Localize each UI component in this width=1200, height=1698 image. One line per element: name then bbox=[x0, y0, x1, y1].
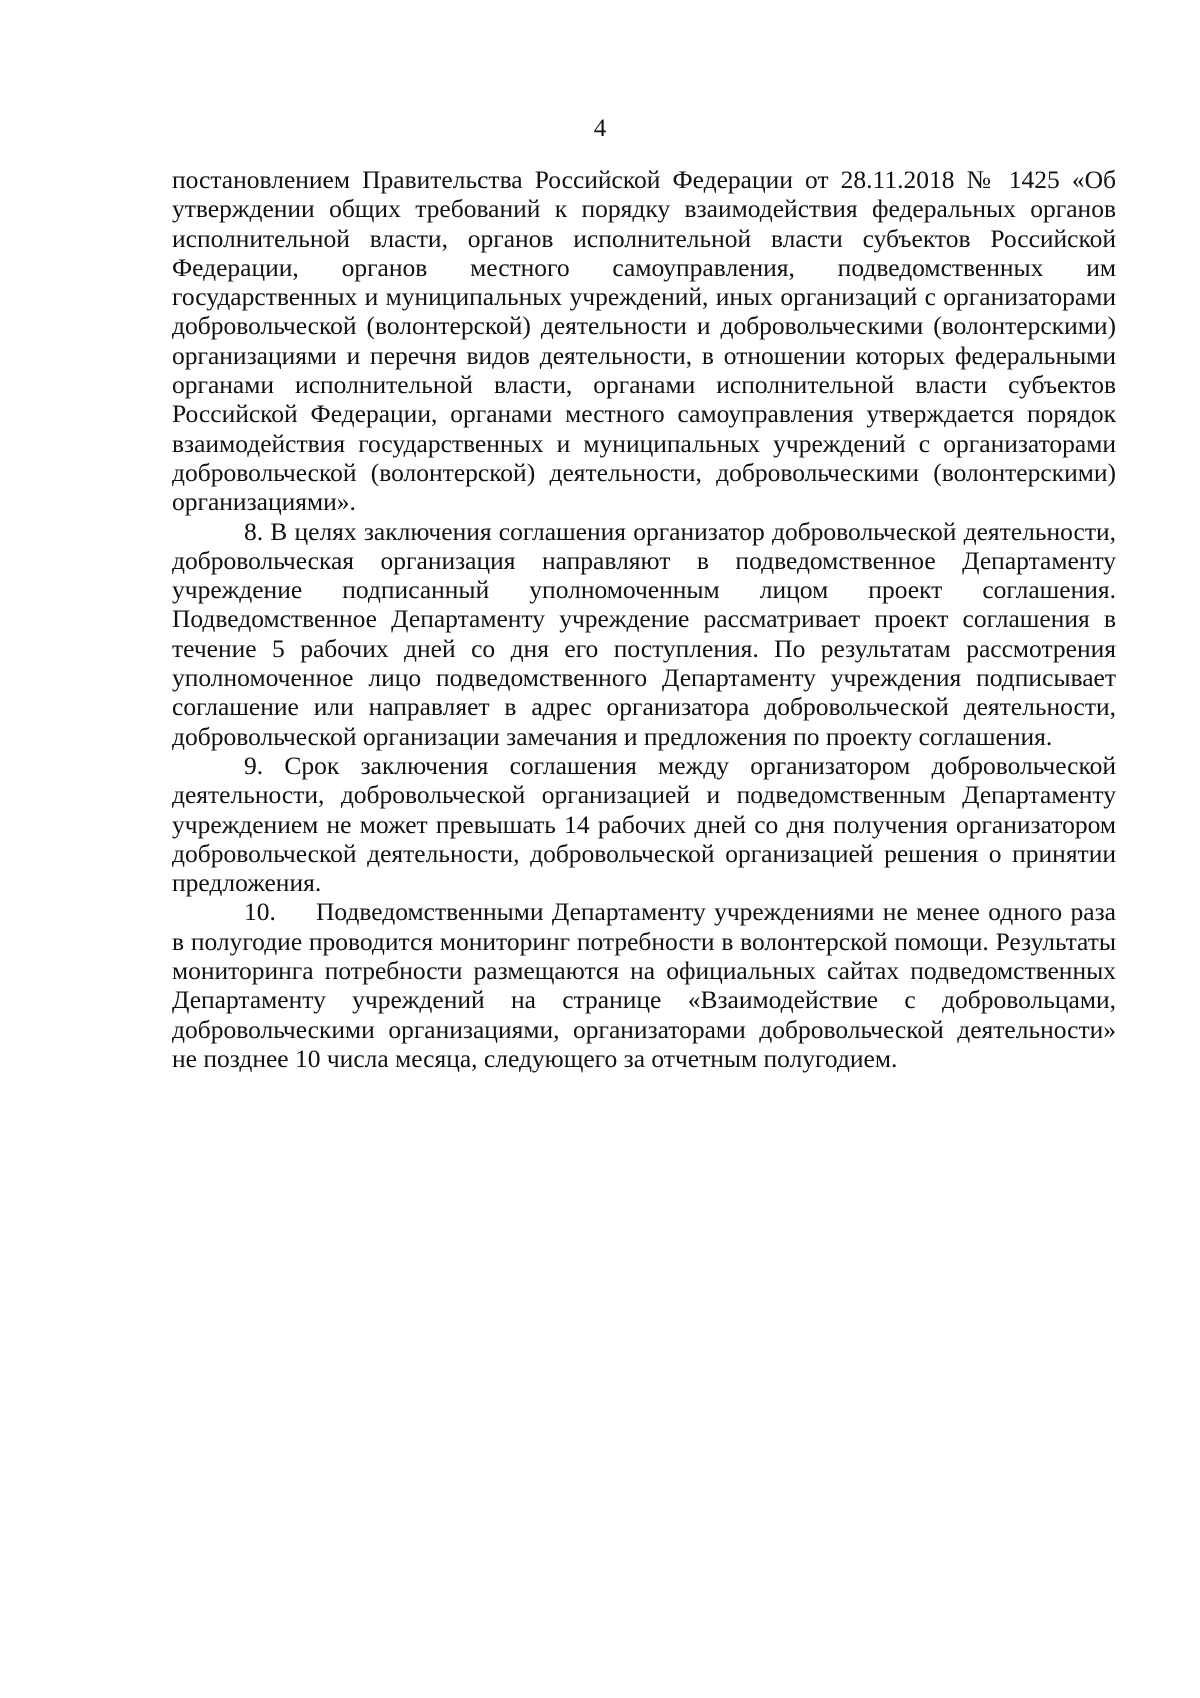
paragraph-item-9: 9. Срок заключения соглашения между организатором добровольческой деятельности, добровольческой организацией и подведомственным Департаменту учреждением не может превышать 14 рабочих дней со дня получения организатором добровольческой деятельности, добровольческой организацией решения о принятии предложения. bbox=[172, 750, 1116, 898]
paragraph-item-10-text: Подведомственными Департаменту учреждениями не менее одного раза в полугодие проводится мониторинг потребности в волонтерской помощи. Результаты мониторинга потребности размещаются на официальных сайтах подведомственных Департаменту учреждений на странице «Взаимодействие с добровольцами, добровольческими организациями, организаторами добровольческой деятельности» не позднее 10 числа месяца, следующего за отчетным полугодием. bbox=[172, 897, 1116, 1073]
paragraph-item-10 bbox=[172, 897, 1116, 1073]
paragraph-item-10-number: 10. bbox=[244, 897, 276, 927]
paragraph-item-8: 8. В целях заключения соглашения организатор добровольческой деятельности, добровольческая организация направляют в подведомственное Департаменту учреждение подписанный уполномоченным лицом проект соглашения. Подведомственное Департаменту учреждение рассматривает проект соглашения в течение 5 рабочих дней со дня его поступления. По результатам рассмотрения уполномоченное лицо подведомственного Департаменту учреждения подписывает соглашение или направляет в адрес организатора добровольческой деятельности, добровольческой организации замечания и предложения по проекту соглашения. bbox=[172, 516, 1116, 751]
paragraph-continuation: постановлением Правительства Российской Федерации от 28.11.2018 № 1425 «Об утверждении общих требований к порядку взаимодействия федеральных органов исполнительной власти, органов исполнительной власти субъектов Российской Федерации, органов местного самоуправления, подведомственных им государственных и муниципальных учреждений, иных организаций с организаторами добровольческой (волонтерской) деятельности и добровольческими (волонтерскими) организациями и перечня видов деятельности, в отношении которых федеральными органами исполнительной власти, органами исполнительной власти субъектов Российской Федерации, органами местного самоуправления утверждается порядок взаимодействия государственных и муниципальных учреждений с организаторами добровольческой (волонтерской) деятельности, добровольческими (волонтерскими) организациями». bbox=[172, 165, 1116, 517]
document-body bbox=[172, 165, 1116, 1073]
page-number: 4 bbox=[593, 115, 607, 142]
